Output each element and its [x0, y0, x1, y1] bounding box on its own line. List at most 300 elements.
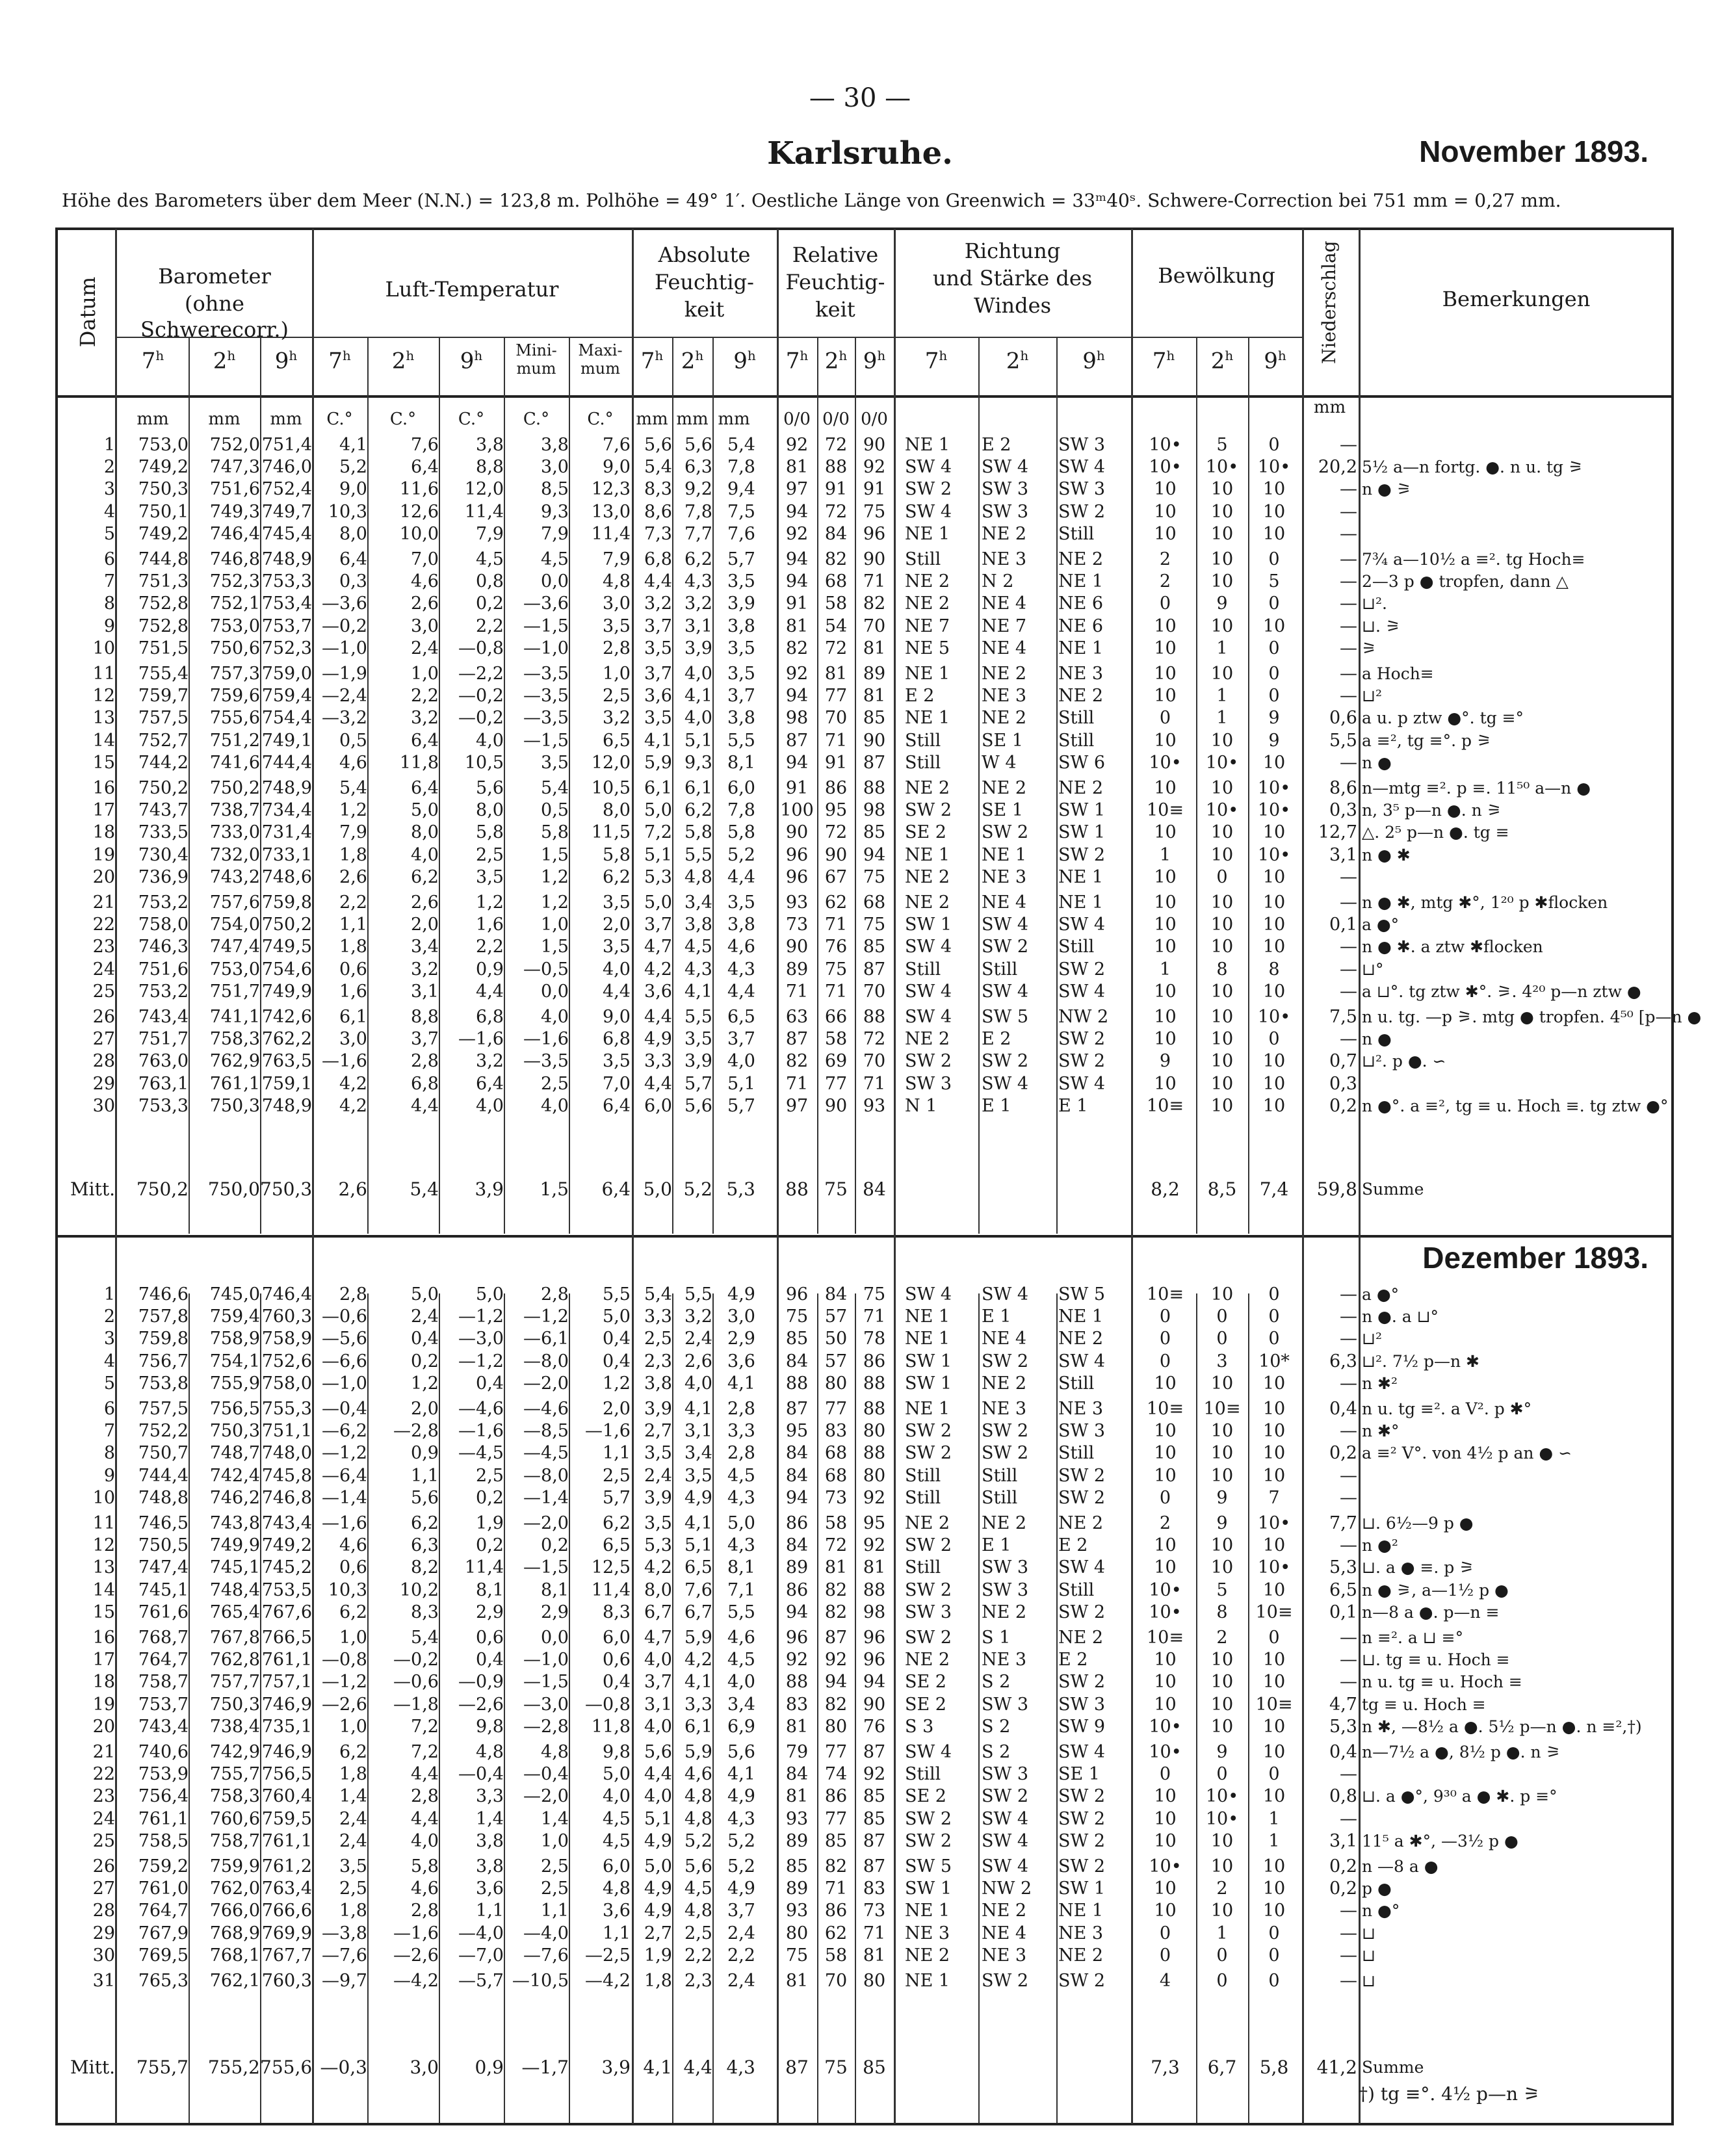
cell: 10 [1210, 1650, 1234, 1670]
cell: 751,2 [209, 730, 260, 751]
cell: 98 [863, 1602, 886, 1622]
cell: 750,0 [207, 1178, 260, 1200]
cell: 10 [1210, 1716, 1234, 1737]
cell: 23 [92, 1786, 115, 1807]
cell: 0,9 [476, 959, 504, 980]
cell: 0,4 [603, 1672, 631, 1693]
cell: SW 2 [905, 479, 952, 500]
cell: —1,0 [322, 1373, 367, 1394]
hour-subheader: 9$^h$ [274, 348, 298, 374]
cell: 2,2 [476, 616, 504, 636]
cell: 0 [1159, 1764, 1171, 1785]
cell: 745,2 [261, 1557, 312, 1578]
cell: 753,4 [261, 593, 312, 614]
hour-suffix: h [227, 348, 236, 363]
cell: — [1340, 1284, 1357, 1305]
cell: 1 [1268, 1808, 1280, 1829]
cell: SW 5 [982, 1007, 1029, 1027]
cell: —0,9 [458, 1672, 504, 1693]
cell: 759,1 [261, 1073, 312, 1094]
november-row [0, 914, 1720, 936]
cell: NW 2 [1058, 1007, 1109, 1027]
cell: 5,8 [603, 844, 631, 865]
cell: 756,5 [261, 1764, 312, 1785]
cell: 91 [824, 752, 848, 773]
cell: 2,4 [727, 1923, 755, 1943]
cell: —2,5 [585, 1945, 631, 1966]
cell: 5,0 [644, 892, 672, 913]
cell: 93 [785, 1808, 809, 1829]
cell: 10 [1262, 479, 1286, 500]
cell: 3,3 [644, 1306, 672, 1327]
cell: 4,8 [476, 1742, 504, 1762]
cell: 6,2 [603, 1513, 631, 1533]
cell: 752,0 [209, 435, 260, 455]
cell: 10 [1154, 981, 1177, 1002]
cell: SW 3 [1058, 1421, 1106, 1442]
cell: 10,0 [399, 523, 439, 544]
cell: —1,4 [523, 1487, 569, 1508]
cell: —5,7 [458, 1971, 504, 1991]
cell: 11⁵ a ✱°, —3½ p ● [1362, 1831, 1518, 1851]
cell: 10 [1154, 1878, 1177, 1899]
cell: 72 [824, 501, 848, 522]
cell: 3,5 [603, 1051, 631, 1072]
cell: NE 6 [1058, 593, 1104, 614]
cell: 2,8 [411, 1051, 439, 1072]
cell: — [1340, 435, 1357, 455]
cell: 7 [103, 1421, 115, 1442]
cell: 763,1 [138, 1073, 189, 1094]
barometer-header: Barometer [158, 264, 271, 289]
cell: 23 [92, 937, 115, 957]
dezember-row [0, 1878, 1720, 1900]
cell: ⊔. a ● ≡. p ⚞ [1362, 1558, 1474, 1578]
cell: n, 3⁵ p—n ●. n ⚞ [1362, 801, 1502, 820]
cell: 4,4 [683, 2057, 712, 2078]
cell: 10 [1210, 1284, 1234, 1305]
cell: NE 2 [982, 664, 1027, 684]
station-metadata: Höhe des Barometers über dem Meer (N.N.) = 123,8 m. Polhöhe = 49° 1′. Oestliche Länge von Greenwich = 33ᵐ40ˢ. Schwere-Correction bei 751 mm = 0,27 mm. [62, 190, 1561, 211]
cell: 750,6 [209, 638, 260, 658]
cell: 7,9 [339, 822, 367, 843]
dezember-row [0, 1741, 1720, 1763]
cell: 16 [92, 778, 115, 798]
cell: 1,2 [339, 800, 367, 821]
cell: 81 [785, 1716, 809, 1737]
cell: —3,5 [523, 708, 569, 729]
cell: 10 [1210, 523, 1234, 544]
cell: 4,4 [411, 1808, 439, 1829]
cell: NE 3 [1058, 664, 1104, 684]
cell: 759,9 [209, 1856, 260, 1877]
cell: — [1340, 1421, 1357, 1442]
cell: 753,7 [261, 616, 312, 636]
cell: 82 [785, 638, 809, 658]
cell: ⊔². 7½ p—n ✱ [1362, 1351, 1479, 1371]
cell: 10 [1210, 616, 1234, 636]
cell: 733,5 [138, 822, 189, 843]
cell: 2,3 [644, 1351, 672, 1371]
cell: a ≡² V°. von 4½ p an ● ∽ [1362, 1444, 1572, 1463]
cell: a u. p ztw ●°. tg ≡° [1362, 708, 1524, 728]
cell: NE 1 [905, 1329, 950, 1349]
cell: 757,7 [209, 1672, 260, 1693]
cell: 769,5 [138, 1945, 189, 1966]
cell: 93 [863, 1095, 886, 1116]
cell: 2,8 [411, 1786, 439, 1807]
cell: 746,4 [209, 523, 260, 544]
cell: a ≡², tg ≡°. p ⚞ [1362, 731, 1492, 750]
cell: —6,4 [322, 1465, 367, 1486]
cell: 10• [1149, 1716, 1182, 1737]
hour-suffix: h [800, 348, 809, 363]
november-row [0, 777, 1720, 799]
cell: 746,4 [261, 1284, 312, 1305]
cell: 7,9 [603, 549, 631, 569]
dezember-row [0, 1923, 1720, 1945]
cell: 62 [824, 1923, 848, 1943]
cell: 94 [785, 571, 809, 592]
cell: 5 [103, 1373, 115, 1394]
cell: 3,0 [603, 593, 631, 614]
cell: SW 2 [1058, 1051, 1106, 1072]
hour-subheader: 9$^h$ [863, 348, 886, 374]
cell: 5 [103, 523, 115, 544]
cell: 9 [103, 616, 115, 636]
cell: 10 [1210, 1007, 1234, 1027]
cell: 2,0 [411, 1399, 439, 1419]
cell: NE 1 [982, 844, 1027, 865]
cell: 8,1 [541, 1579, 569, 1600]
cell: 0 [1159, 1351, 1171, 1371]
cell: 5 [1216, 435, 1228, 455]
cell: 10 [1210, 778, 1234, 798]
cell: 5,3 [1329, 1716, 1357, 1737]
cell: SW 4 [1058, 1351, 1106, 1371]
cell: 10 [1154, 1808, 1177, 1829]
cell: —1,6 [322, 1513, 367, 1533]
cell: 71 [785, 1073, 809, 1094]
cell: 10• [1149, 1742, 1182, 1762]
cell: 88 [785, 1178, 809, 1200]
cell: 5,4 [644, 457, 672, 478]
november-row [0, 1050, 1720, 1072]
cell: SW 2 [982, 1971, 1029, 1991]
cell: 11,8 [591, 1716, 631, 1737]
cell: SW 4 [982, 981, 1029, 1002]
cell: a ●° [1362, 915, 1400, 935]
cell: 744,4 [261, 752, 312, 773]
cell: 754,6 [261, 959, 312, 980]
cell: 26 [92, 1856, 115, 1877]
cell: —7,6 [322, 1945, 367, 1966]
cell: 3,0 [339, 1029, 367, 1050]
cell: Still [1058, 523, 1095, 544]
unit-label: mm [718, 409, 750, 429]
cell: —1,2 [523, 1306, 569, 1327]
cell: 85 [785, 1856, 809, 1877]
cell: ⊔² [1362, 686, 1382, 706]
cell: 7¾ a—10½ a ≡². tg Hoch≡ [1362, 550, 1585, 569]
cell: 753,0 [138, 435, 189, 455]
cell: 100 [780, 800, 814, 821]
cell: 2,9 [541, 1602, 569, 1622]
cell: 4,8 [603, 571, 631, 592]
cell: — [1340, 959, 1357, 980]
cell: 749,9 [261, 981, 312, 1002]
cell: 9,0 [339, 479, 367, 500]
cell: 75 [824, 1178, 848, 1200]
cell: 762,8 [209, 1650, 260, 1670]
footnote: †) tg ≡°. 4½ p—n ⚞ [1359, 2083, 1540, 2105]
november-row [0, 866, 1720, 889]
cell: 0,8 [1329, 1786, 1357, 1807]
cell: 31 [92, 1971, 115, 1991]
cell: — [1340, 1945, 1357, 1966]
cell: 7 [1268, 1487, 1280, 1508]
cell: 7,8 [727, 457, 755, 478]
cell: 734,4 [261, 800, 312, 821]
cell: SW 3 [982, 1764, 1029, 1785]
cell: 746,5 [138, 1513, 189, 1533]
cell: 10 [1154, 501, 1177, 522]
cell: 41,2 [1316, 2057, 1357, 2078]
cell: NE 1 [905, 1306, 950, 1327]
cell: 750,2 [209, 778, 260, 798]
hour-subheader: 9$^h$ [1264, 348, 1286, 374]
cell: 10 [1154, 1073, 1177, 1094]
cell: 0,4 [411, 1329, 439, 1349]
cell: S 3 [905, 1716, 934, 1737]
cell: 758,9 [261, 1329, 312, 1349]
cell: 94 [785, 549, 809, 569]
cell: SW 3 [982, 479, 1029, 500]
cell: 88 [863, 1579, 886, 1600]
cell: 7,5 [1329, 1007, 1357, 1027]
cell: —1,5 [523, 1557, 569, 1578]
cell: SW 4 [905, 1284, 952, 1305]
cell: 745,8 [261, 1465, 312, 1486]
cell: 761,0 [138, 1878, 189, 1899]
cell: 3,0 [411, 616, 439, 636]
cell: 82 [824, 1579, 848, 1600]
cell: Still [905, 959, 941, 980]
cell: 769,9 [261, 1923, 312, 1943]
cell: 3,4 [411, 937, 439, 957]
cell: n —8 a ● [1362, 1857, 1439, 1876]
hour-suffix: h [1166, 348, 1175, 363]
cell: 5,3 [644, 1535, 672, 1556]
cell: 750,3 [209, 1421, 260, 1442]
cell: 27 [92, 1878, 115, 1899]
hour-subheader: 2$^h$ [391, 348, 415, 374]
cell: SW 1 [1058, 800, 1106, 821]
cell: 10 [1210, 1073, 1234, 1094]
cell: 1,8 [339, 1901, 367, 1921]
cell: 4,0 [644, 1716, 672, 1737]
cell: 14 [92, 1579, 115, 1600]
subheader-rule [312, 337, 632, 338]
cell: NE 2 [1058, 549, 1104, 569]
cell: 7,7 [1329, 1513, 1357, 1533]
cell: 3,1 [1329, 1830, 1357, 1851]
cell: 4,1 [643, 2057, 672, 2078]
cell: 753,2 [138, 892, 189, 913]
cell: 3,0 [410, 2057, 439, 2078]
cell: —1,6 [458, 1421, 504, 1442]
hour-subheader: 7$^h$ [924, 348, 948, 374]
cell: NE 1 [905, 1399, 950, 1419]
cell: 5,5 [727, 1602, 755, 1622]
cell: 68 [863, 892, 886, 913]
cell: 88 [785, 1373, 809, 1394]
cell: 757,6 [209, 892, 260, 913]
cell: 759,7 [138, 686, 189, 707]
cell: 10 [1154, 1007, 1177, 1027]
cell: 94 [824, 1672, 848, 1693]
cell: 5,9 [644, 752, 672, 773]
cell: E 2 [1058, 1650, 1088, 1670]
hour-suffix: h [747, 348, 756, 363]
cell: — [1340, 593, 1357, 614]
cell: 12,6 [399, 501, 439, 522]
cell: 733,1 [261, 844, 312, 865]
cell: 10• [1257, 1513, 1291, 1533]
cell: 9 [1268, 730, 1280, 751]
cell: 4,0 [727, 1672, 755, 1693]
cell: 10• [1149, 1602, 1182, 1622]
cell: NE 7 [905, 616, 950, 636]
cell: 750,2 [138, 778, 189, 798]
cell: 746,0 [261, 457, 312, 478]
cell: — [1340, 1672, 1357, 1693]
cell: 753,9 [138, 1764, 189, 1785]
cell: 4,1 [727, 1764, 755, 1785]
cell: —3,5 [523, 686, 569, 707]
cell: 5,0 [603, 1764, 631, 1785]
cell: SE 2 [905, 1672, 946, 1693]
cell: 745,0 [209, 1284, 260, 1305]
cell: 92 [863, 1764, 886, 1785]
november-row [0, 549, 1720, 571]
cell: 94 [785, 1602, 809, 1622]
hour-suffix: h [877, 348, 886, 363]
cell: 757,5 [138, 1399, 189, 1419]
dezember-row [0, 1830, 1720, 1852]
hour-suffix: h [474, 348, 483, 363]
cell: 3,8 [541, 435, 569, 455]
dezember-row [0, 1627, 1720, 1649]
cell: 749,2 [138, 523, 189, 544]
cell: 3,5 [603, 616, 631, 636]
cell: 10 [1262, 1786, 1286, 1807]
cell: 10 [1154, 778, 1177, 798]
cell: 96 [785, 1628, 809, 1648]
cell: SW 4 [982, 1284, 1029, 1305]
cell: 0 [1268, 593, 1280, 614]
cell: 3 [103, 479, 115, 500]
cell: 8,1 [727, 752, 755, 773]
cell: 85 [863, 2057, 886, 2078]
cell: 10≡ [1147, 1284, 1184, 1305]
cell: 10≡ [1255, 1602, 1293, 1622]
cell: 81 [863, 1557, 886, 1578]
cell: 748,0 [261, 1443, 312, 1464]
cell: 84 [824, 1284, 848, 1305]
cell: —1,6 [585, 1421, 631, 1442]
cell: 72 [824, 435, 848, 455]
cell: 10 [1210, 730, 1234, 751]
cell: 10 [1210, 937, 1234, 957]
cell: 96 [863, 523, 886, 544]
cell: NE 1 [1058, 866, 1104, 887]
cell: 7 [103, 571, 115, 592]
cell: —2,2 [458, 664, 504, 684]
cell: 2,4 [644, 1465, 672, 1486]
cell: n ✱, —8½ a ●. 5½ p—n ●. n ≡²,†) [1362, 1717, 1642, 1736]
cell: SW 1 [1058, 1878, 1106, 1899]
cell: 2,5 [644, 1329, 672, 1349]
cell: 0 [1268, 1306, 1280, 1327]
cell: 8,5 [541, 479, 569, 500]
cell: NE 2 [905, 571, 950, 592]
cell: 3,1 [411, 981, 439, 1002]
cell: 4,2 [339, 1073, 367, 1094]
cell: 3,7 [727, 686, 755, 707]
cell: —4,5 [458, 1443, 504, 1464]
cell: 3,7 [727, 1901, 755, 1921]
cell: SW 2 [1058, 1786, 1106, 1807]
cell: — [1340, 686, 1357, 707]
cell: NE 3 [1058, 1399, 1104, 1419]
november-row [0, 844, 1720, 866]
cell: 72 [863, 1029, 886, 1050]
cell: NE 7 [982, 616, 1027, 636]
cell: 2,4 [727, 1971, 755, 1991]
november-row [0, 959, 1720, 981]
cell: 63 [785, 1007, 809, 1027]
cell: n u. tg ≡². a V². p ✱° [1362, 1399, 1532, 1418]
cell: 10 [1210, 1465, 1234, 1486]
cell: —1,0 [523, 1650, 569, 1670]
cell: 87 [863, 1742, 886, 1762]
cell: 85 [824, 1830, 848, 1851]
cell: 94 [785, 1487, 809, 1508]
cell: — [1340, 1465, 1357, 1486]
cell: 80 [824, 1716, 848, 1737]
cell: 84 [785, 1443, 809, 1464]
cell: n ●°. a ≡², tg ≡ u. Hoch ≡. tg ztw ●° [1362, 1096, 1669, 1115]
cell: 7,6 [411, 435, 439, 455]
cell: 6,4 [411, 730, 439, 751]
cell: 6,0 [644, 1095, 672, 1116]
cell: 0,1 [1329, 915, 1357, 935]
cell: 93 [785, 1901, 809, 1921]
cell: 755,7 [136, 2057, 189, 2078]
cell: 10 [1154, 638, 1177, 658]
cell: 757,1 [261, 1672, 312, 1693]
cell: NE 4 [982, 1329, 1027, 1349]
dezember-row [0, 1945, 1720, 1967]
cell: 3,4 [727, 1694, 755, 1715]
cell: Summe [1362, 2058, 1424, 2077]
cell: 1 [1216, 686, 1228, 707]
cell: 87 [824, 1628, 848, 1648]
november-row [0, 892, 1720, 914]
cell: 756,5 [209, 1399, 260, 1419]
november-row [0, 1073, 1720, 1095]
